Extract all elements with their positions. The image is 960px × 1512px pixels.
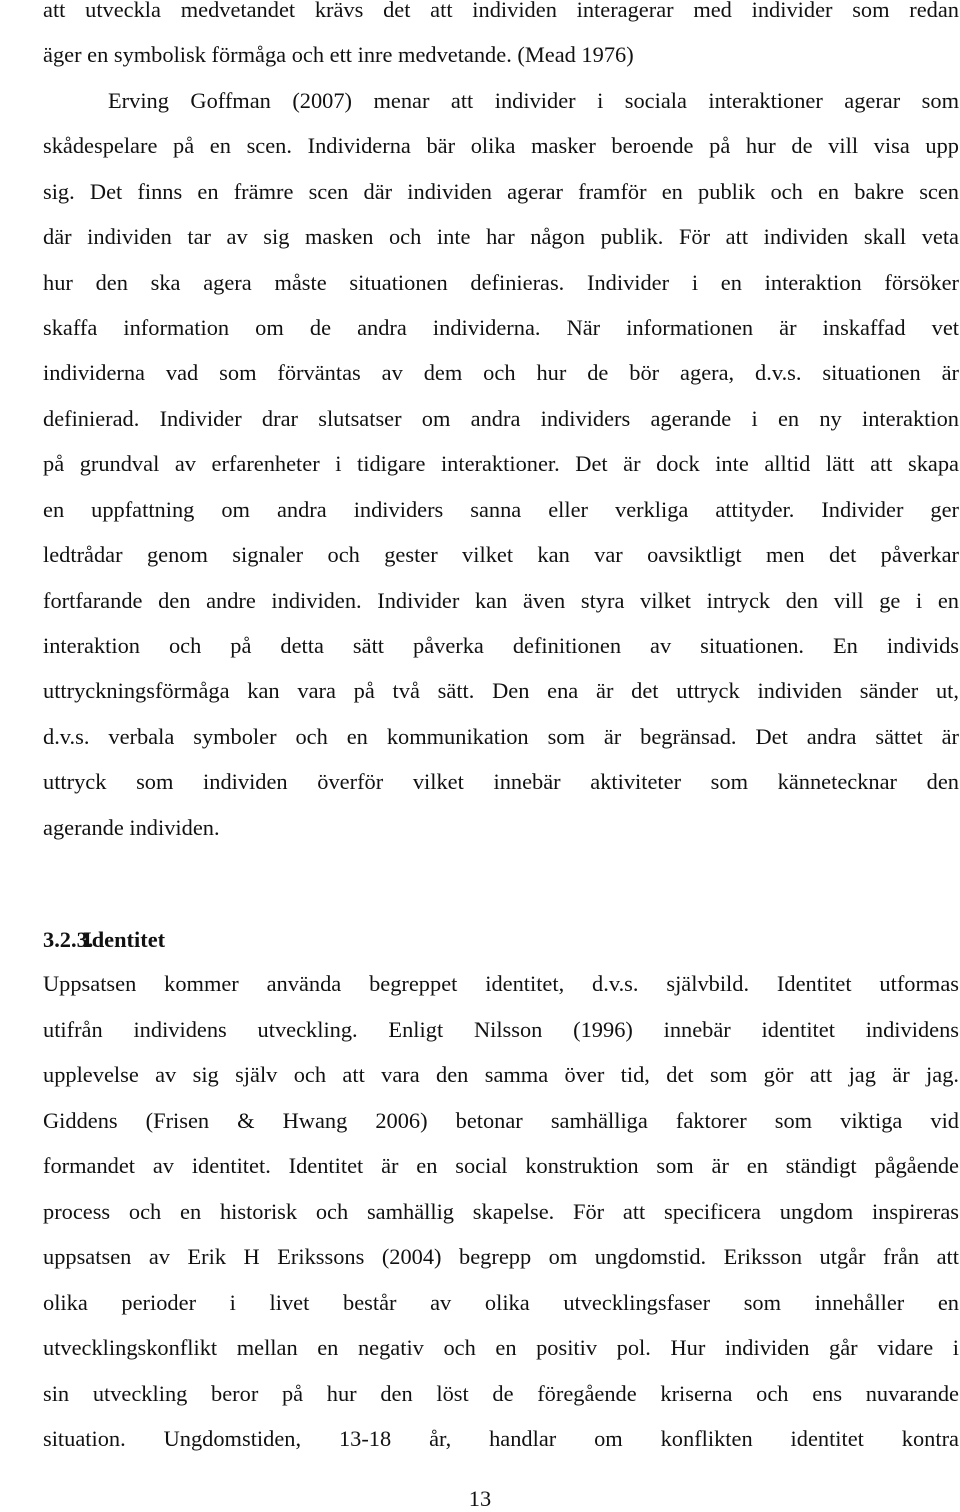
text-line: där individen tar av sig masken och inte har någon publik. För att individen skall veta — [43, 224, 959, 249]
text-line: uttryckningsförmåga kan vara på två sätt. Den ena är det uttryck individen sänder ut, — [43, 678, 959, 703]
text-line: utvecklingskonflikt mellan en negativ och en positiv pol. Hur individen går vidare i — [43, 1335, 959, 1360]
text-line: uppsatsen av Erik H Erikssons (2004) begrepp om ungdomstid. Eriksson utgår från att — [43, 1244, 959, 1269]
text-line: sig. Det finns en främre scen där individen agerar framför en publik och en bakre scen — [43, 179, 959, 204]
section-title: Identitet — [83, 927, 166, 952]
text-line: interaktion och på detta sätt påverka definitionen av situationen. En individs — [43, 633, 959, 658]
text-line: sin utveckling beror på hur den löst de föregående kriserna och ens nuvarande — [43, 1381, 959, 1406]
text-line: fortfarande den andre individen. Individer kan även styra vilket intryck den vill ge i en — [43, 588, 959, 613]
text-line: hur den ska agera måste situationen definieras. Individer i en interaktion försöker — [43, 270, 959, 295]
text-line: Uppsatsen kommer använda begreppet identitet, d.v.s. självbild. Identitet utformas — [43, 971, 959, 996]
section-number: 3.2.3. — [43, 927, 94, 952]
text-line: skådespelare på en scen. Individerna bär olika masker beroende på hur de vill visa upp — [43, 133, 959, 158]
text-line: Erving Goffman (2007) menar att individer i sociala interaktioner agerar som — [108, 88, 959, 113]
text-line: agerande individen. — [43, 815, 220, 840]
section-heading — [43, 926, 165, 954]
text-line: uttryck som individen överför vilket innebär aktiviteter som kännetecknar den — [43, 769, 959, 794]
text-line: upplevelse av sig själv och att vara den samma över tid, det som gör att jag är jag. — [43, 1062, 959, 1087]
page-number: 13 — [468, 1486, 492, 1511]
text-line: d.v.s. verbala symboler och en kommunikation som är begränsad. Det andra sättet är — [43, 724, 959, 749]
text-line: olika perioder i livet består av olika utvecklingsfaser som innehåller en — [43, 1290, 959, 1315]
text-line: utifrån individens utveckling. Enligt Nilsson (1996) innebär identitet individens — [43, 1017, 959, 1042]
text-line: formandet av identitet. Identitet är en social konstruktion som är en ständigt pågående — [43, 1153, 959, 1178]
text-line: ledtrådar genom signaler och gester vilket kan var oavsiktligt men det påverkar — [43, 542, 959, 567]
text-line: individerna vad som förväntas av dem och hur de bör agera, d.v.s. situationen är — [43, 360, 959, 385]
text-line: skaffa information om de andra individerna. När informationen är inskaffad vet — [43, 315, 959, 340]
text-line: att utveckla medvetandet krävs det att individen interagerar med individer som redan — [43, 0, 959, 22]
text-line: situation. Ungdomstiden, 13-18 år, handlar om konflikten identitet kontra — [43, 1426, 959, 1451]
text-line: process och en historisk och samhällig skapelse. För att specificera ungdom inspireras — [43, 1199, 959, 1224]
text-line: en uppfattning om andra individers sanna eller verkliga attityder. Individer ger — [43, 497, 959, 522]
text-line: Giddens (Frisen & Hwang 2006) betonar samhälliga faktorer som viktiga vid — [43, 1108, 959, 1133]
text-line: definierad. Individer drar slutsatser om andra individers agerande i en ny interaktion — [43, 406, 959, 431]
text-line: på grundval av erfarenheter i tidigare interaktioner. Det är dock inte alltid lätt att skapa — [43, 451, 959, 476]
text-line: äger en symbolisk förmåga och ett inre medvetande. (Mead 1976) — [43, 42, 634, 67]
